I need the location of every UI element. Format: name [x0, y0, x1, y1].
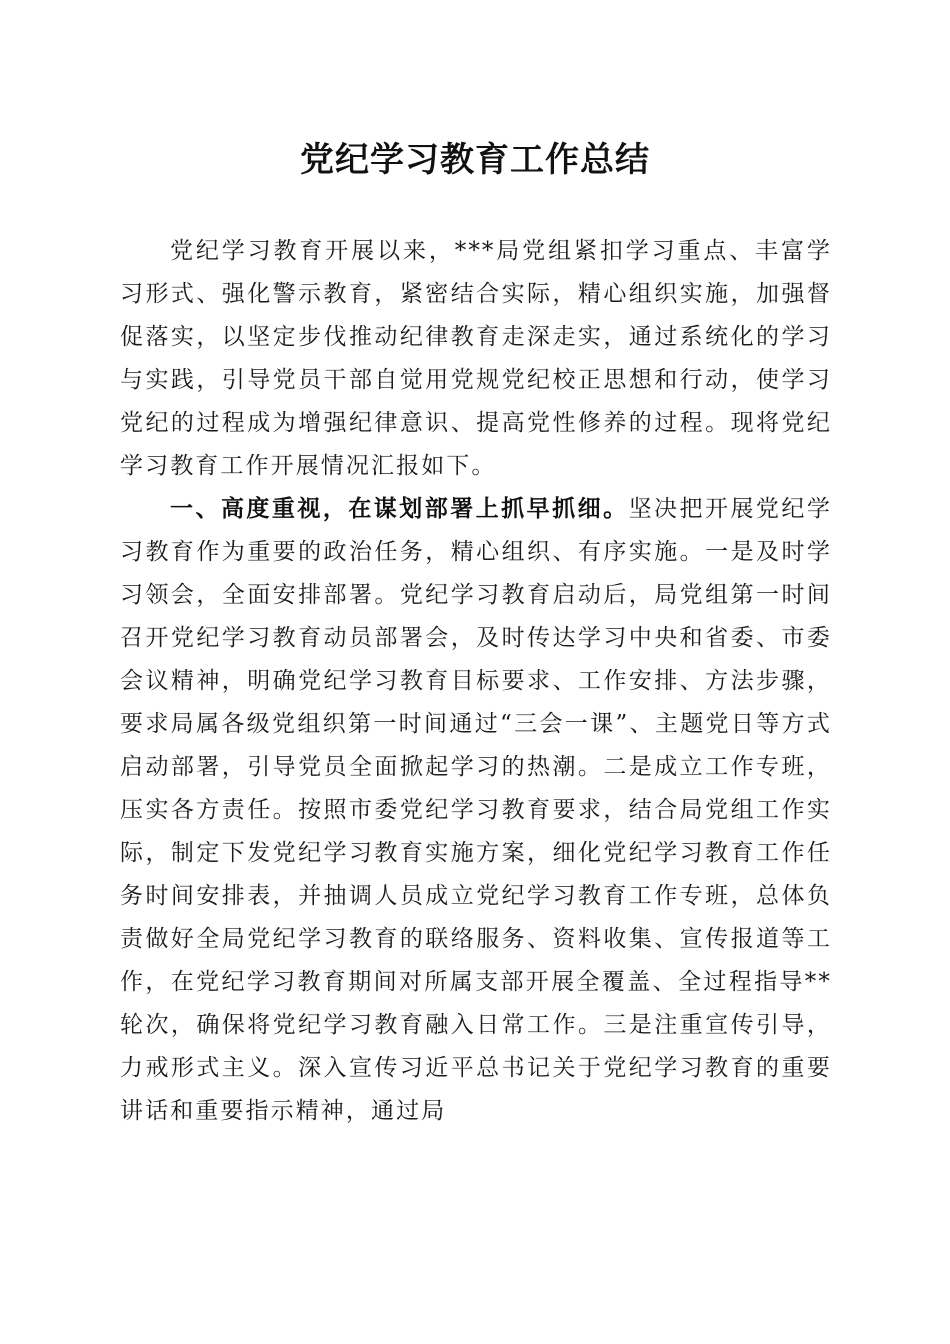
- paragraph-section-one: [120, 488, 832, 1133]
- paragraph-text: 坚决把开展党纪学习教育作为重要的政治任务，精心组织、有序实施。一是及时学习领会，全面安排部署。党纪学习教育启动后，局党组第一时间召开党纪学习教育动员部署会，及时传达学习中央和省委、市委会议精神，明确党纪学习教育目标要求、工作安排、方法步骤，要求局属各级党组织第一时间通过“三会一课”、主题党日等方式启动部署，引导党员全面掀起学习的热潮。二是成立工作专班，压实各方责任。按照市委党纪学习教育要求，结合局党组工作实际，制定下发党纪学习教育实施方案，细化党纪学习教育工作任务时间安排表，并抽调人员成立党纪学习教育工作专班，总体负责做好全局党纪学习教育的联络服务、资料收集、宣传报道等工作，在党纪学习教育期间对所属支部开展全覆盖、全过程指导**轮次，确保将党纪学习教育融入日常工作。三是注重宣传引导，力戒形式主义。深入宣传习近平总书记关于党纪学习教育的重要讲话和重要指示精神，通过局: [120, 496, 832, 1124]
- document-title: 党纪学习教育工作总结: [300, 140, 650, 180]
- section-heading: 一、高度重视，在谋划部署上抓早抓细。: [170, 496, 629, 522]
- document-body: [120, 230, 832, 1133]
- paragraph-intro: [120, 230, 832, 488]
- paragraph-text: 党纪学习教育开展以来，***局党组紧扣学习重点、丰富学习形式、强化警示教育，紧密结合实际，精心组织实施，加强督促落实，以坚定步伐推动纪律教育走深走实，通过系统化的学习与实践，引导党员干部自觉用党规党纪校正思想和行动，使学习党纪的过程成为增强纪律意识、提高党性修养的过程。现将党纪学习教育工作开展情况汇报如下。: [120, 238, 832, 479]
